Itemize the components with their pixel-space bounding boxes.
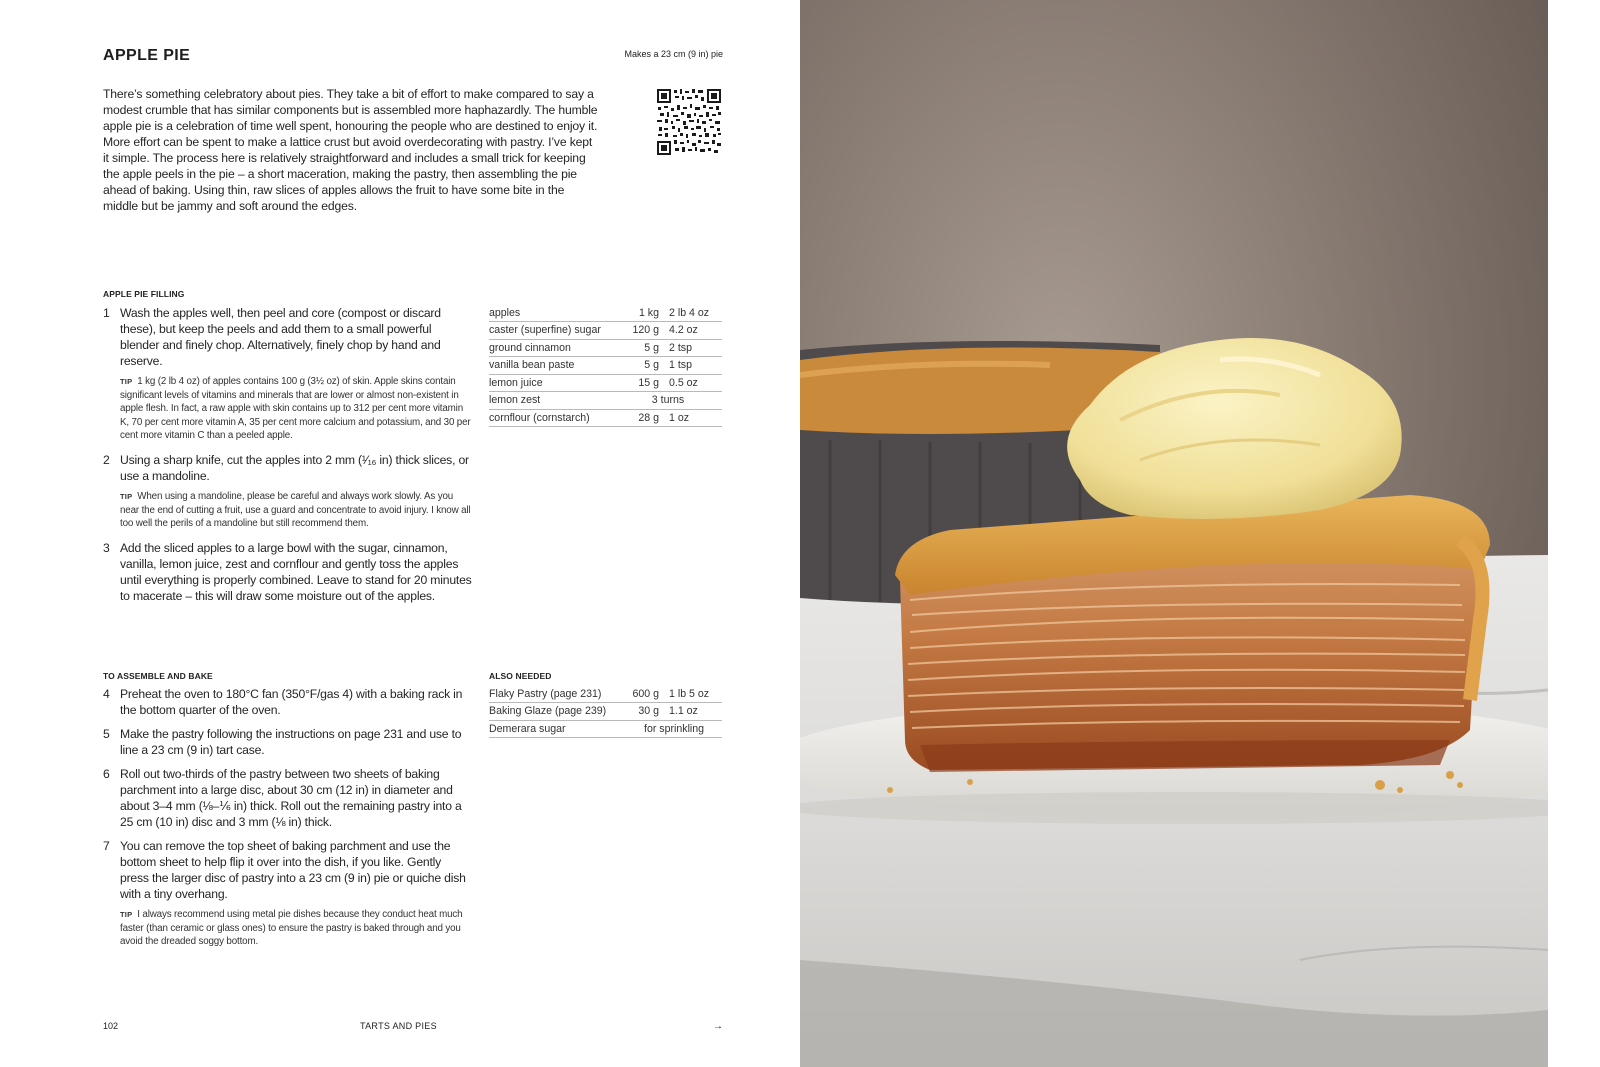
step-number: 4 — [103, 687, 110, 701]
step-text: Roll out two-thirds of the pastry between two sheets of baking parchment into a large disc, about 30 cm (12 in) in diameter and about 3–4 mm (⅛–⅙ in) thick. Roll out the remaining pastry into a 25 cm (10 in) disc and 3 mm (⅛ in) thick. — [120, 767, 462, 829]
ingredient-metric: 5 g — [624, 339, 665, 357]
step-5 — [103, 726, 473, 758]
ingredient-name: lemon juice — [489, 374, 624, 392]
ingredient-name: vanilla bean paste — [489, 357, 624, 375]
recipe-intro: There’s something celebratory about pies. They take a bit of effort to make compared to say a modest crumble that has similar components but is assembled more haphazardly. The humble apple pie is a celebration of time well spent, honouring the people who are destined to enjoy it. More effort can be spent to make a lattice crust but avoid overdecorating with pastry. I’ve kept it simple. The process here is relatively straightforward and includes a small trick for keeping the apple peels in the pie – a short maceration, making the pastry, then assembling the pie ahead of baking. Using thin, raw slices of apples allows the fruit to have some bite in the middle but be jammy and soft around the edges. — [103, 87, 598, 213]
page-number: 102 — [103, 1021, 119, 1031]
recipe-title: APPLE PIE — [103, 47, 191, 64]
ingredient-name: lemon zest — [489, 392, 624, 410]
step-text: Using a sharp knife, cut the apples into 2 mm (¹⁄₁₆ in) thick slices, or use a mandoline. — [120, 452, 469, 483]
step-3 — [103, 540, 473, 604]
also-needed-table — [489, 685, 722, 738]
ingredient-amount: for sprinkling — [624, 720, 722, 738]
step-text: You can remove the top sheet of baking parchment and use the bottom sheet to help flip it over into the dish, if you like. Gently press the larger disc of pastry into a 23 cm (9 in) pie or quiche dish with a tiny overhang. — [120, 839, 466, 901]
step-text: Wash the apples well, then peel and core (compost or discard these), but keep the peels and add them to a small powerful blender and finely chop. Alternatively, finely chop by hand and reserve. — [120, 306, 441, 368]
step-4 — [103, 686, 473, 718]
filling-heading: APPLE PIE FILLING — [103, 289, 185, 299]
apple-pie-photo — [800, 0, 1548, 1067]
step-6 — [103, 766, 473, 830]
ingredient-imperial: 2 tsp — [665, 339, 722, 357]
step-number: 6 — [103, 767, 110, 781]
ingredient-imperial: 1 lb 5 oz — [665, 685, 722, 703]
ingredient-amount: 3 turns — [624, 392, 722, 410]
recipe-yield: Makes a 23 cm (9 in) pie — [624, 49, 723, 59]
ingredient-row — [489, 409, 722, 427]
tip-text: I always recommend using metal pie dishes because they conduct heat much faster (than ceramic or glass ones) to ensure the pastry is baked through and you avoid the dreaded soggy bottom. — [120, 909, 463, 948]
ingredient-metric: 28 g — [624, 409, 665, 427]
qr-code[interactable] — [656, 88, 722, 156]
ingredient-imperial: 1.1 oz — [665, 703, 722, 721]
tip-mandoline — [103, 490, 473, 531]
ingredient-name: apples — [489, 304, 624, 322]
ingredient-row — [489, 357, 722, 375]
step-number: 7 — [103, 839, 110, 853]
filling-steps — [103, 305, 473, 612]
also-needed-heading: ALSO NEEDED — [489, 671, 552, 681]
step-number: 3 — [103, 540, 110, 555]
ingredient-name: Flaky Pastry (page 231) — [489, 685, 624, 703]
ingredient-imperial: 2 lb 4 oz — [665, 304, 722, 322]
tip-label: TIP — [120, 491, 133, 501]
ingredient-name: Baking Glaze (page 239) — [489, 703, 624, 721]
step-text: Add the sliced apples to a large bowl with the sugar, cinnamon, vanilla, lemon juice, zest and cornflour and gently toss the apples until everything is properly combined. Leave to stand for 20 minutes to macerate – this will draw some moisture out of the apples. — [120, 540, 472, 603]
ingredient-imperial: 1 tsp — [665, 357, 722, 375]
ingredient-imperial: 1 oz — [665, 409, 722, 427]
ingredient-metric: 600 g — [624, 685, 665, 703]
ingredient-metric: 30 g — [624, 703, 665, 721]
step-2 — [103, 452, 473, 484]
ingredient-metric: 120 g — [624, 322, 665, 340]
ingredient-row — [489, 392, 722, 410]
ingredient-row — [489, 374, 722, 392]
tip-text: When using a mandoline, please be careful and always work slowly. As you near the end of cutting a fruit, use a guard and concentrate to avoid injury. I know all too well the perils of a mandoline but still recommend them. — [120, 490, 471, 530]
step-1 — [103, 305, 473, 369]
page-margin — [1548, 0, 1600, 1067]
step-7 — [103, 838, 473, 902]
ingredient-row — [489, 720, 722, 738]
tip-text: 1 kg (2 lb 4 oz) of apples contains 100 g (3½ oz) of skin. Apple skins contain significant levels of vitamins and minerals that are lower or almost non-existent in apple flesh. In fact, a raw apple with skin contains up to 312 per cent more vitamin K, 70 per cent more vitamin A, 35 per cent more calcium and potassium, and 30 per cent more vitamin C than a peeled apple. — [120, 376, 471, 442]
step-number: 1 — [103, 306, 110, 320]
ingredient-name: Demerara sugar — [489, 720, 624, 738]
ingredient-row — [489, 703, 722, 721]
ingredient-metric: 15 g — [624, 374, 665, 392]
ingredient-row — [489, 304, 722, 322]
ingredient-imperial: 4.2 oz — [665, 322, 722, 340]
filling-ingredients-table — [489, 304, 722, 427]
step-number: 2 — [103, 452, 110, 467]
ingredient-name: caster (superfine) sugar — [489, 322, 624, 340]
ingredient-row — [489, 339, 722, 357]
step-text: Make the pastry following the instructions on page 231 and use to line a 23 cm (9 in) tart case. — [120, 727, 462, 757]
chapter-title: TARTS AND PIES — [360, 1021, 437, 1031]
assemble-steps — [103, 686, 473, 958]
ingredient-row — [489, 685, 722, 703]
tip-metal-dishes — [103, 908, 473, 949]
ingredient-imperial: 0.5 oz — [665, 374, 722, 392]
ingredient-metric: 1 kg — [624, 304, 665, 322]
ingredient-name: cornflour (cornstarch) — [489, 409, 624, 427]
ingredient-name: ground cinnamon — [489, 339, 624, 357]
step-text: Preheat the oven to 180°C fan (350°F/gas 4) with a baking rack in the bottom quarter of the oven. — [120, 687, 463, 717]
next-page-arrow-icon[interactable]: → — [713, 1021, 723, 1032]
tip-apple-skins — [103, 375, 473, 443]
tip-label: TIP — [120, 377, 133, 386]
step-number: 5 — [103, 727, 110, 741]
ingredient-metric: 5 g — [624, 357, 665, 375]
tip-label: TIP — [120, 910, 133, 919]
ingredient-row — [489, 322, 722, 340]
assemble-heading: TO ASSEMBLE AND BAKE — [103, 671, 213, 681]
